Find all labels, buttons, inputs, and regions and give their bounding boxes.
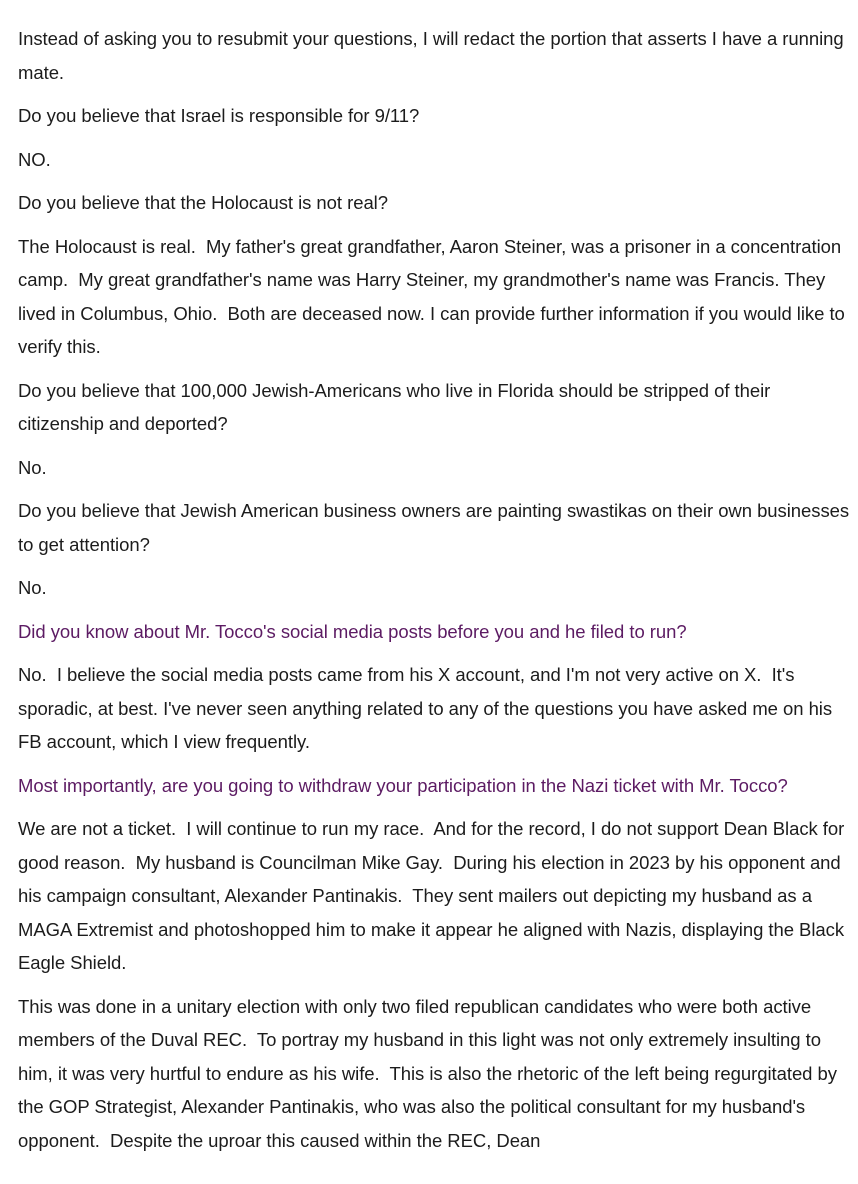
answer-holocaust: The Holocaust is real. My father's great grandfather, Aaron Steiner, was a prisoner in a concentration camp. My great grandfather's name was Harry Steiner, my grandmother's name was Francis. They lived in Columbus, Ohio. Both are deceased now. I can provide further information if you would like to verify this. xyxy=(18,235,850,357)
question-swastikas: Do you believe that Jewish American business owners are painting swastikas on their own businesses to get attention? xyxy=(18,500,855,555)
question-social-media: Did you know about Mr. Tocco's social media posts before you and he filed to run? xyxy=(18,620,687,642)
answer-deportation: No. xyxy=(18,456,47,478)
question-holocaust: Do you believe that the Holocaust is not real? xyxy=(18,192,388,213)
answer-withdraw: We are not a ticket. I will continue to run my race. And for the record, I do not support Dean Black for good reason. My husband is Councilman Mike Gay. During his election in 2023 by his opponent and his campaign consultant, Alexander Pantinakis. They sent mailers out depicting my husband as a MAGA Extremist and photoshopped him to make it appear he aligned with Nazis, displaying the Black Eagle Shield. xyxy=(18,818,850,973)
question-israel-911: Do you believe that Israel is responsible for 9/11? xyxy=(18,105,420,126)
paragraph-unitary-election: This was done in a unitary election with only two filed republican candidates who were both active members of the Duval REC. To portray my husband in this light was not only extremely insulting to him, it was very hurtful to endure as his wife. This is also the rhetoric of the left being regurgitated by the GOP Strategist, Alexander Pantinakis, who was also the political consultant for my husband's opponent. Despite the uproar this caused within the REC, Dean xyxy=(18,995,843,1151)
paragraph-intro: Instead of asking you to resubmit your questions, I will redact the portion that asserts I have a running mate. xyxy=(18,28,849,83)
question-withdraw: Most importantly, are you going to withdraw your participation in the Nazi ticket with Mr. Tocco? xyxy=(18,774,788,796)
answer-swastikas: No. xyxy=(18,577,47,598)
answer-social-media: No. I believe the social media posts came from his X account, and I'm not very active on X. It's sporadic, at best. I've never seen anything related to any of the questions you have asked me on his FB account, which I view frequently. xyxy=(18,664,838,752)
document-body xyxy=(18,22,855,1167)
question-deportation: Do you believe that 100,000 Jewish-Americans who live in Florida should be stripped of their citizenship and deported? xyxy=(18,379,776,434)
answer-israel-911: NO. xyxy=(18,148,51,170)
